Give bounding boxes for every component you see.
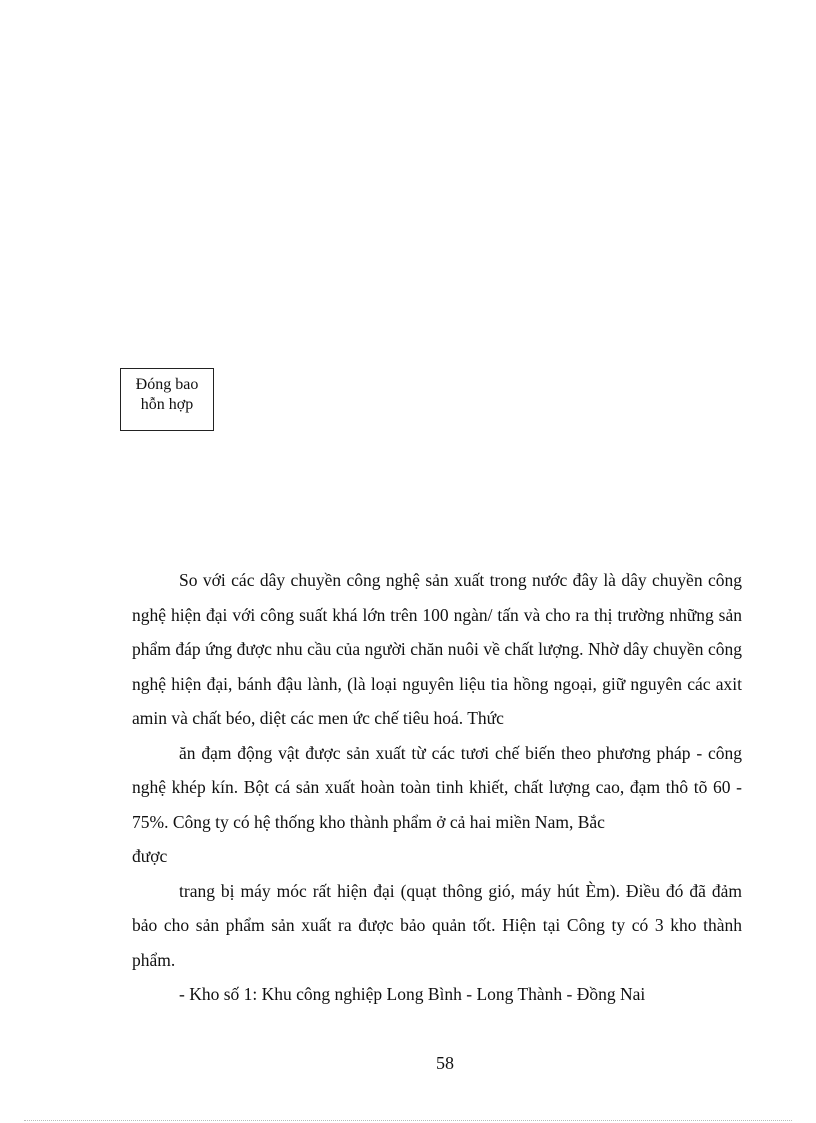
body-text (132, 563, 742, 1012)
paragraph-2-tail: được (132, 846, 168, 866)
footer-divider (24, 1120, 792, 1121)
process-step-label-line2: hỗn hợp (140, 396, 194, 413)
paragraph-1: So với các dây chuyền công nghệ sản xuất trong nước đây là dây chuyền công nghệ hiện đại với công suất khá lớn trên 100 ngàn/ tấn và cho ra thị trường những sản phẩm đáp ứng được nhu cầu của người chăn nuôi về chất lượng. Nhờ dây chuyền công nghệ hiện đại, bánh đậu lành, (là loại nguyên liệu tia hồng ngoại, giữ nguyên các axit amin và chất béo, diệt các men ức chế tiêu hoá. Thức (132, 570, 742, 728)
paragraph-4: - Kho số 1: Khu công nghiệp Long Bình - Long Thành - Đồng Nai (179, 984, 646, 1004)
paragraph-3: trang bị máy móc rất hiện đại (quạt thông gió, máy hút Èm). Điều đó đã đảm bảo cho sản phẩm sản xuất ra được bảo quản tốt. Hiện tại Công ty có 3 kho thành phẩm. (132, 880, 742, 970)
process-step-box (120, 368, 214, 431)
paragraph-2: ăn đạm động vật được sản xuất từ các tươi chế biến theo phương pháp - công nghệ khép kín. Bột cá sản xuất hoàn toàn tinh khiết, chất lượng cao, đạm thô tõ 60 - 75%. Công ty có hệ thống kho thành phẩm ở cả hai miền Nam, Bắc (132, 742, 742, 832)
page-number: 58 (436, 1053, 454, 1073)
process-step-label-line1: Đóng bao (135, 376, 199, 393)
